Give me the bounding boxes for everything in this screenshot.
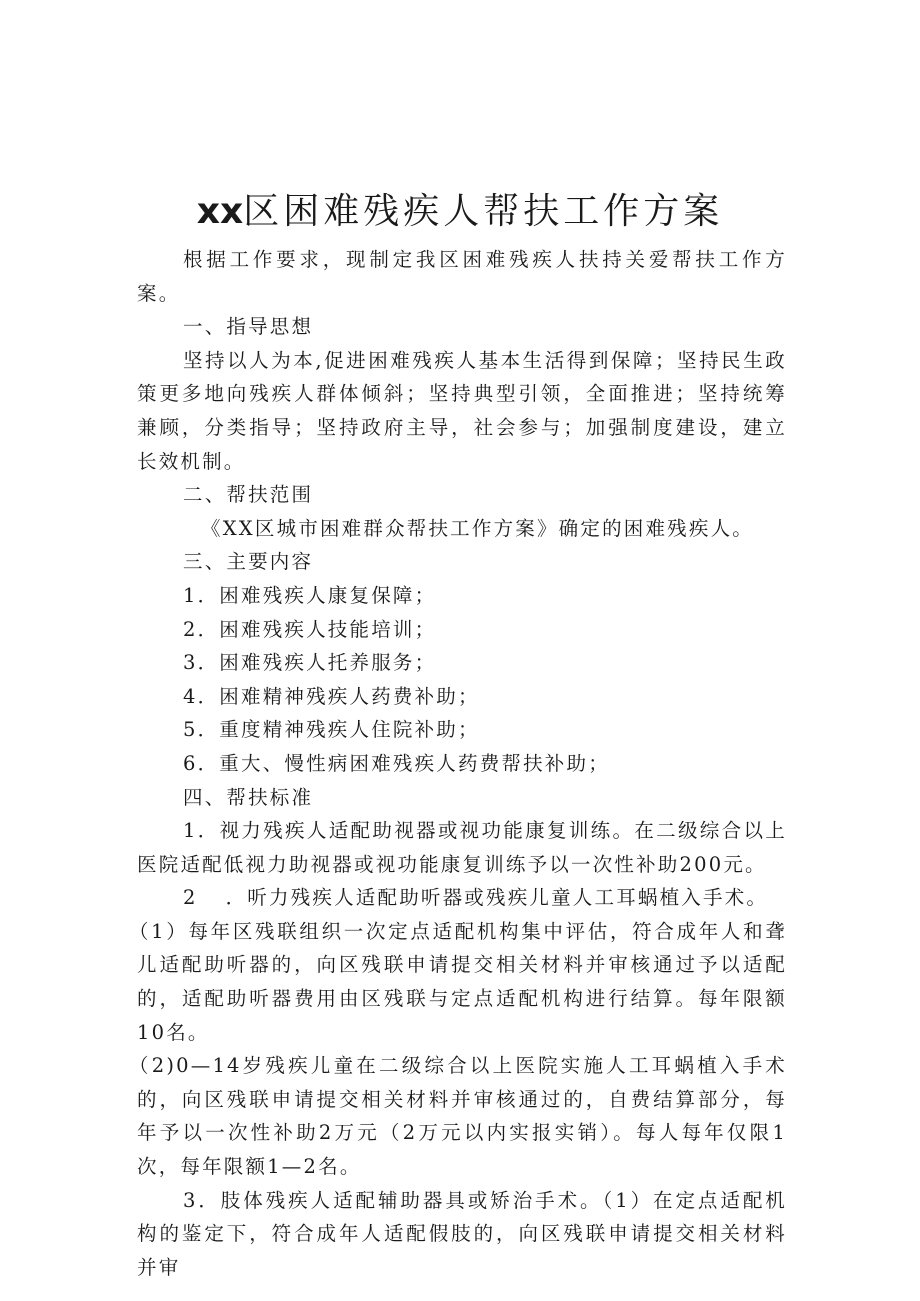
list-item: 4．困难精神残疾人药费补助； xyxy=(183,684,480,708)
document-title xyxy=(0,186,920,238)
paragraph-guiding-ideology: 坚持以人为本,促进困难残疾人基本生活得到保障；坚持民生政策更多地向残疾人群体倾斜；坚持典型引领，全面推进；坚持统筹兼顾，分类指导；坚持政府主导，社会参与；加强制度建设，建立长效机制。 xyxy=(137,348,787,473)
title-text: 区困难残疾人帮扶工作方案 xyxy=(243,191,724,233)
standard-hearing-text: ．听力残疾人适配助听器或残疾儿童人工耳蜗植入手术。 xyxy=(225,886,769,910)
standard-hearing-sub-2: （2)0—14岁残疾儿童在二级综合以上医院实施人工耳蜗植入手术的，向区残联申请提交相关材料并审核通过的，自费结算部分，每年予以一次性补助2万元（2万元以内实报实销）。每人每年仅限1次，每年限额1—2名。 xyxy=(129,1054,787,1179)
standard-visual: 1．视力残疾人适配助视器或视功能康复训练。在二级综合以上医院适配低视力助视器或视功能康复训练予以一次性补助200元。 xyxy=(137,819,787,876)
heading-scope: 二、帮扶范围 xyxy=(183,483,314,507)
list-item: 5．重度精神残疾人住院补助； xyxy=(183,718,480,742)
standard-hearing-sub-1: （1）每年区残联组织一次定点适配机构集中评估，符合成年人和聋儿适配助听器的，向区残联申请提交相关材料并审核通过予以适配的，适配助听器费用由区残联与定点适配机构进行结算。每年限额10名。 xyxy=(129,919,787,1044)
standard-limb: 3．肢体残疾人适配辅助器具或矫治手术。（1）在定点适配机构的鉴定下，符合成年人适配假肢的，向区残联申请提交相关材料并审 xyxy=(137,1188,787,1279)
heading-standards: 四、帮扶标准 xyxy=(183,785,314,809)
list-item: 3．困难残疾人托养服务； xyxy=(183,651,437,675)
document-body xyxy=(129,243,787,1284)
title-prefix: xx xyxy=(196,191,244,233)
standard-hearing xyxy=(137,881,787,915)
heading-guiding-ideology: 一、指导思想 xyxy=(183,315,314,339)
standard-hearing-number: 2 xyxy=(183,886,198,910)
heading-main-content: 三、主要内容 xyxy=(183,550,314,574)
intro-paragraph: 根据工作要求，现制定我区困难残疾人扶持关爱帮扶工作方案。 xyxy=(137,248,787,305)
list-item: 2．困难残疾人技能培训； xyxy=(183,617,437,641)
list-item: 1．困难残疾人康复保障； xyxy=(183,583,437,607)
list-item: 6．重大、慢性病困难残疾人药费帮扶补助； xyxy=(183,751,610,775)
paragraph-scope: 《XX区城市困难群众帮扶工作方案》确定的困难残疾人。 xyxy=(201,516,754,540)
